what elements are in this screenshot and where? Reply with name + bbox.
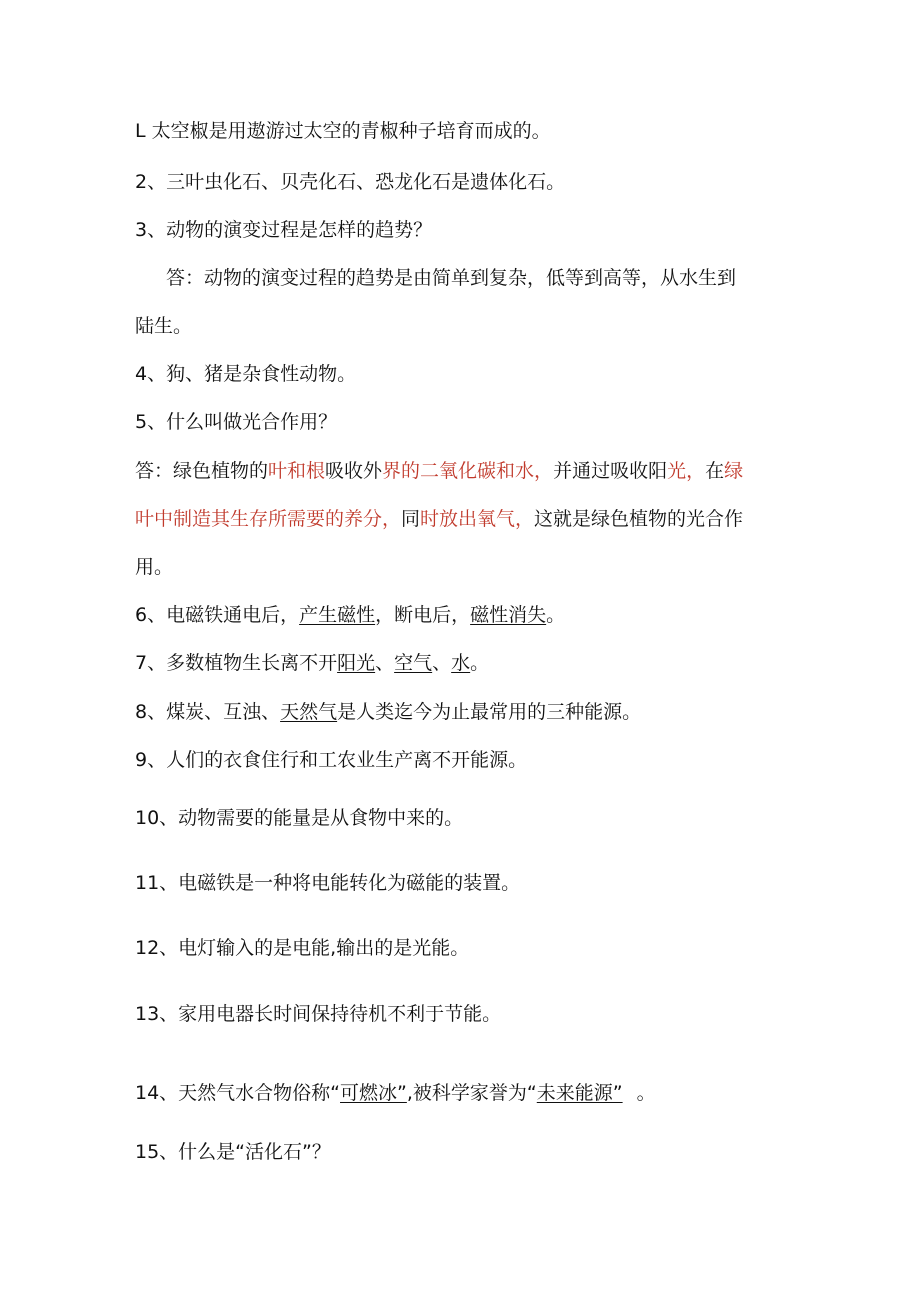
answer-text: 吸收外	[325, 460, 383, 482]
answer-text: 并通过吸收阳	[553, 460, 668, 482]
item-text: 7、多数植物生长离不开	[135, 652, 338, 674]
item-text: 、	[432, 652, 452, 674]
line-10: 10、动物需要的能量是从食物中来的。	[135, 807, 464, 829]
line-7	[135, 651, 489, 675]
highlight-text: 叶和根	[268, 460, 326, 482]
item-text: 、什么叫做光合作用？	[147, 411, 338, 433]
item-number: 3	[135, 219, 148, 241]
fill-answer: 阳光	[337, 652, 376, 674]
line-1	[135, 119, 551, 143]
highlight-text: 绿	[724, 460, 744, 482]
item-number: 4	[135, 363, 148, 385]
item-text: 、动物的演变过程是怎样的趋势？	[147, 219, 433, 241]
item-text: 8、煤炭、互浊、	[135, 701, 281, 723]
item-text: ，断电后，	[375, 604, 471, 626]
fill-answer: 水	[451, 652, 471, 674]
fill-answer: 未来能源”	[536, 1082, 623, 1104]
item-text: 6、电磁铁通电后，	[135, 604, 300, 626]
item-text: 是人类迄今为止最常用的三种能源。	[337, 701, 642, 723]
fill-answer: 产生磁性	[299, 604, 376, 626]
item-text: 太空椒是用遨游过太空的青椒种子培育而成的。	[145, 120, 551, 142]
answer-text: 答：绿色植物的	[135, 460, 269, 482]
fill-answer: 磁性消失	[470, 604, 547, 626]
item-text: 、狗、猪是杂食性动物。	[147, 363, 357, 385]
line-13: 13、家用电器长时间保持待机不利于节能。	[135, 1003, 502, 1025]
item-text: 。	[470, 652, 490, 674]
answer-text: 这就是绿色植物的光合作	[534, 508, 744, 530]
answer-3-continued: 陆生。	[135, 315, 193, 337]
line-8	[135, 700, 641, 724]
item-number: L	[135, 120, 146, 142]
item-text: 、三叶虫化石、贝壳化石、恐龙化石是遗体化石。	[147, 171, 566, 193]
answer-3: 答：动物的演变过程的趋势是由简单到复杂，低等到高等，从水生到	[166, 267, 737, 289]
line-2	[135, 170, 565, 194]
fill-answer: 可燃冰”	[340, 1082, 407, 1104]
fill-answer: 天然气	[280, 701, 338, 723]
highlight-text: 时放出氧气，	[420, 508, 535, 530]
line-5	[135, 410, 337, 434]
line-12: 12、电灯输入的是电能,输出的是光能。	[135, 937, 470, 959]
item-number: 5	[135, 411, 148, 433]
item-number: 2	[135, 171, 148, 193]
answer-text: 同	[401, 508, 421, 530]
line-6	[135, 603, 565, 627]
answer-5-line-1	[135, 459, 743, 483]
item-text: ,被科学家誉为“	[406, 1082, 537, 1104]
line-15: 15、什么是“活化石”？	[135, 1141, 331, 1163]
item-text: 。	[546, 604, 566, 626]
highlight-text: 叶中制造其生存所需要的养分，	[135, 508, 402, 530]
item-text: 、	[375, 652, 395, 674]
line-14	[135, 1081, 656, 1105]
fill-answer: 空气	[394, 652, 433, 674]
answer-5-line-3: 用。	[135, 556, 174, 578]
highlight-text: 光，	[667, 460, 706, 482]
highlight-text: 界的二氧化碳和水，	[382, 460, 554, 482]
line-11: 11、电磁铁是一种将电能转化为磁能的装置。	[135, 872, 521, 894]
item-text: 。	[636, 1082, 656, 1104]
item-text: 14、天然气水合物俗称“	[135, 1082, 341, 1104]
answer-text: 在	[705, 460, 725, 482]
answer-5-line-2	[135, 507, 743, 531]
line-9: 9、人们的衣食住行和工农业生产离不开能源。	[135, 749, 528, 771]
line-4	[135, 362, 356, 386]
line-3	[135, 218, 432, 242]
